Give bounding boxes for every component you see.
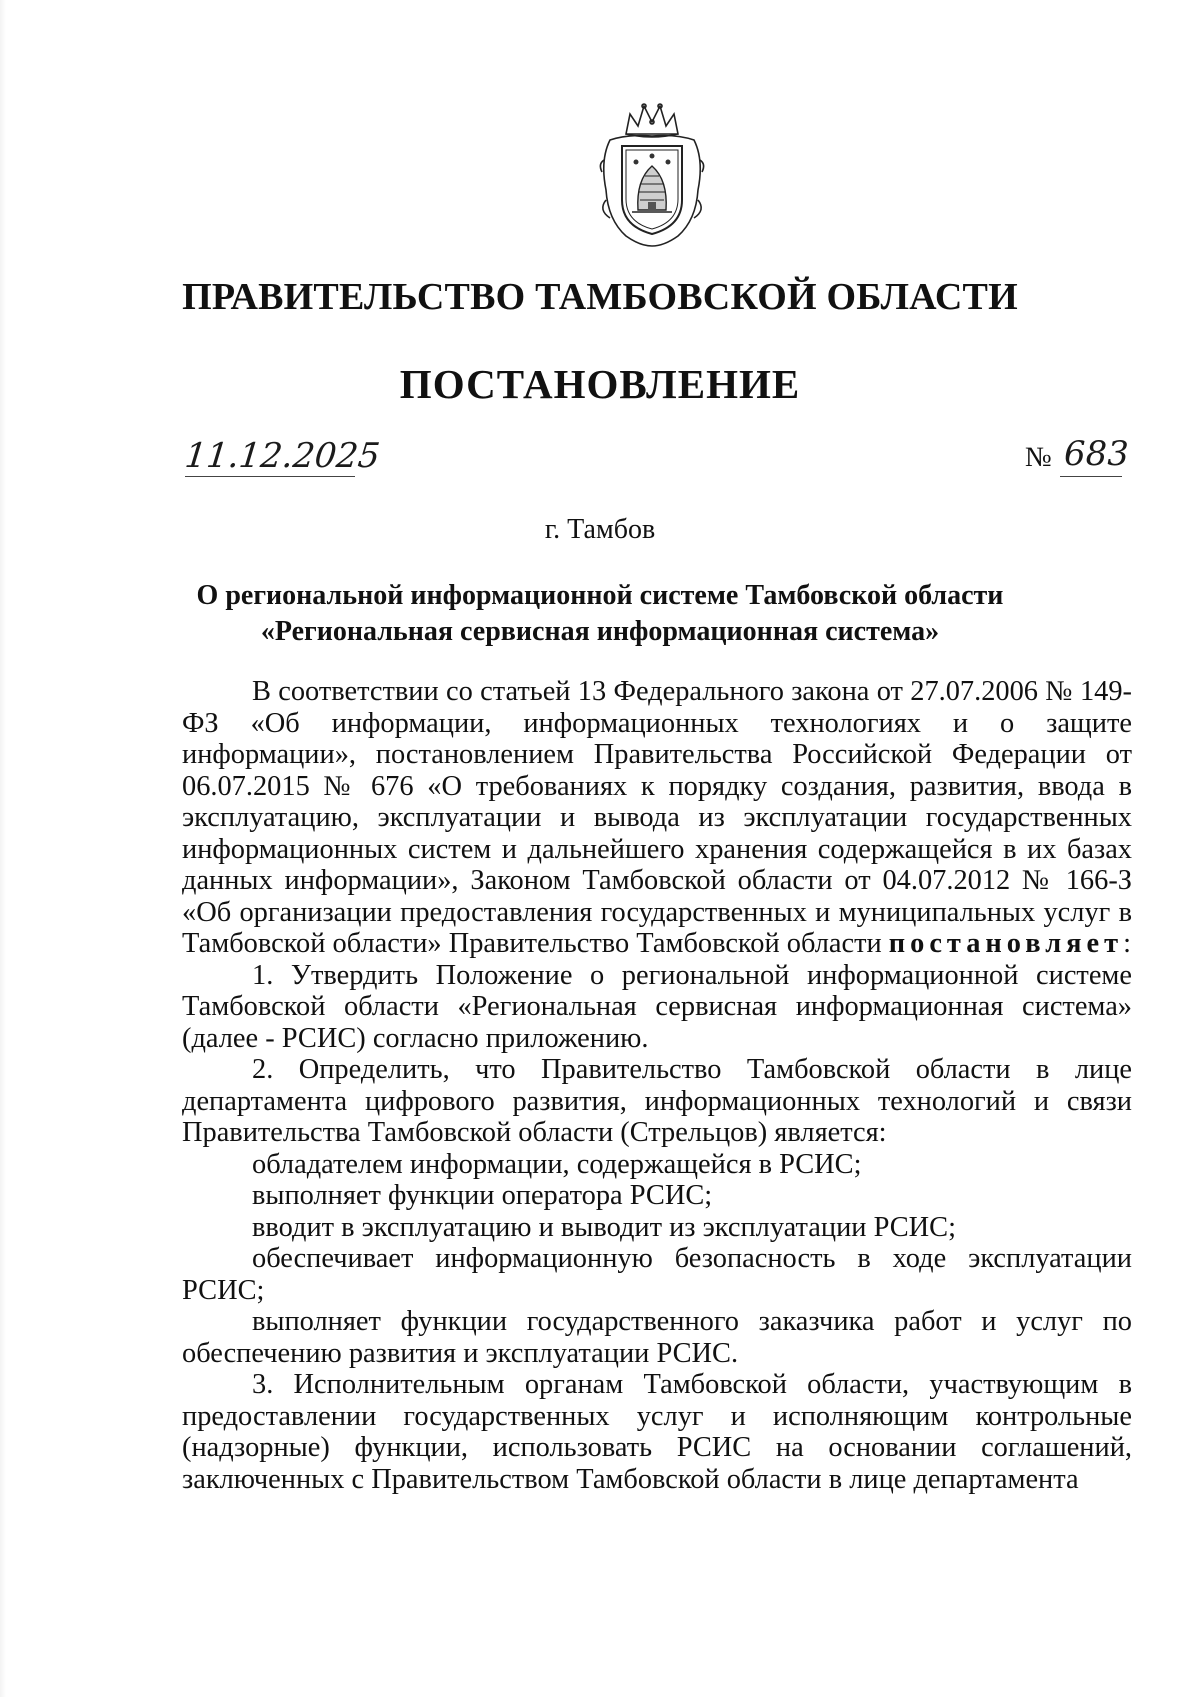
preamble-text: В соответствии со статьей 13 Федерального закона от 27.07.2006 № 149-ФЗ «Об информации, информационных технологиях и о защите информации», постановлением Правительства Российской Федерации от 06.07.2015 № 676 «О требованиях к порядку создания, развития, ввода в эксплуатацию, эксплуатации и вывода из эксплуатации государственных информационных систем и дальнейшего хранения содержащейся в их базах данных информации», Законом Тамбовской области от 04.07.2012 № 166-З «Об организации предоставления государственных и муниципальных услуг в Тамбовской области» Правительство Тамбовской области	[182, 676, 1132, 959]
scan-edge-shadow	[0, 0, 6, 1697]
preamble-colon: :	[1123, 928, 1131, 959]
date-underline	[185, 476, 355, 477]
document-number: 683	[1064, 434, 1129, 474]
number-underline	[1060, 476, 1122, 477]
document-date: 11.12.2025	[182, 436, 382, 476]
tambov-coat-of-arms-icon	[596, 100, 708, 248]
item-3-paragraph: 3. Исполнительным органам Тамбовской области, участвующим в предоставлении государственных услуг и исполняющим контрольные (надзорные) функции, использовать РСИС на основании соглашений, заключенных с Правительством Тамбовской области в лице департамента	[182, 1369, 1132, 1495]
document-subject	[120, 578, 1080, 650]
subject-line-1: О региональной информационной системе Тамбовской области	[196, 580, 1004, 611]
city-line: г. Тамбов	[544, 514, 656, 545]
item-2-sub-e: выполняет функции государственного заказчика работ и услуг по обеспечению развития и эксплуатации РСИС.	[182, 1306, 1132, 1369]
item-2-sub-c: вводит в эксплуатацию и выводит из эксплуатации РСИС;	[252, 1211, 956, 1243]
subject-line-2: «Региональная сервисная информационная система»	[260, 616, 940, 647]
government-title: ПРАВИТЕЛЬСТВО ТАМБОВСКОЙ ОБЛАСТИ	[182, 276, 1018, 318]
preamble-verb: постановляет	[888, 928, 1124, 959]
document-body	[182, 676, 1132, 1495]
item-2-sub-a: обладателем информации, содержащейся в РСИС;	[252, 1148, 862, 1180]
item-1-paragraph: 1. Утвердить Положение о региональной информационной системе Тамбовской области «Региональная сервисная информационная система» (далее - РСИС) согласно приложению.	[182, 959, 1132, 1054]
item-2-paragraph: 2. Определить, что Правительство Тамбовской области в лице департамента цифрового развития, информационных технологий и связи Правительства Тамбовской области (Стрельцов) является:	[182, 1054, 1132, 1148]
number-label: №	[1025, 442, 1052, 473]
document-type-title: ПОСТАНОВЛЕНИЕ	[399, 361, 801, 407]
item-2-sub-d: обеспечивает информационную безопасность в ходе эксплуатации РСИС;	[182, 1243, 1132, 1306]
item-2-sub-b: выполняет функции оператора РСИС;	[252, 1180, 713, 1211]
preamble-paragraph	[182, 676, 1132, 960]
